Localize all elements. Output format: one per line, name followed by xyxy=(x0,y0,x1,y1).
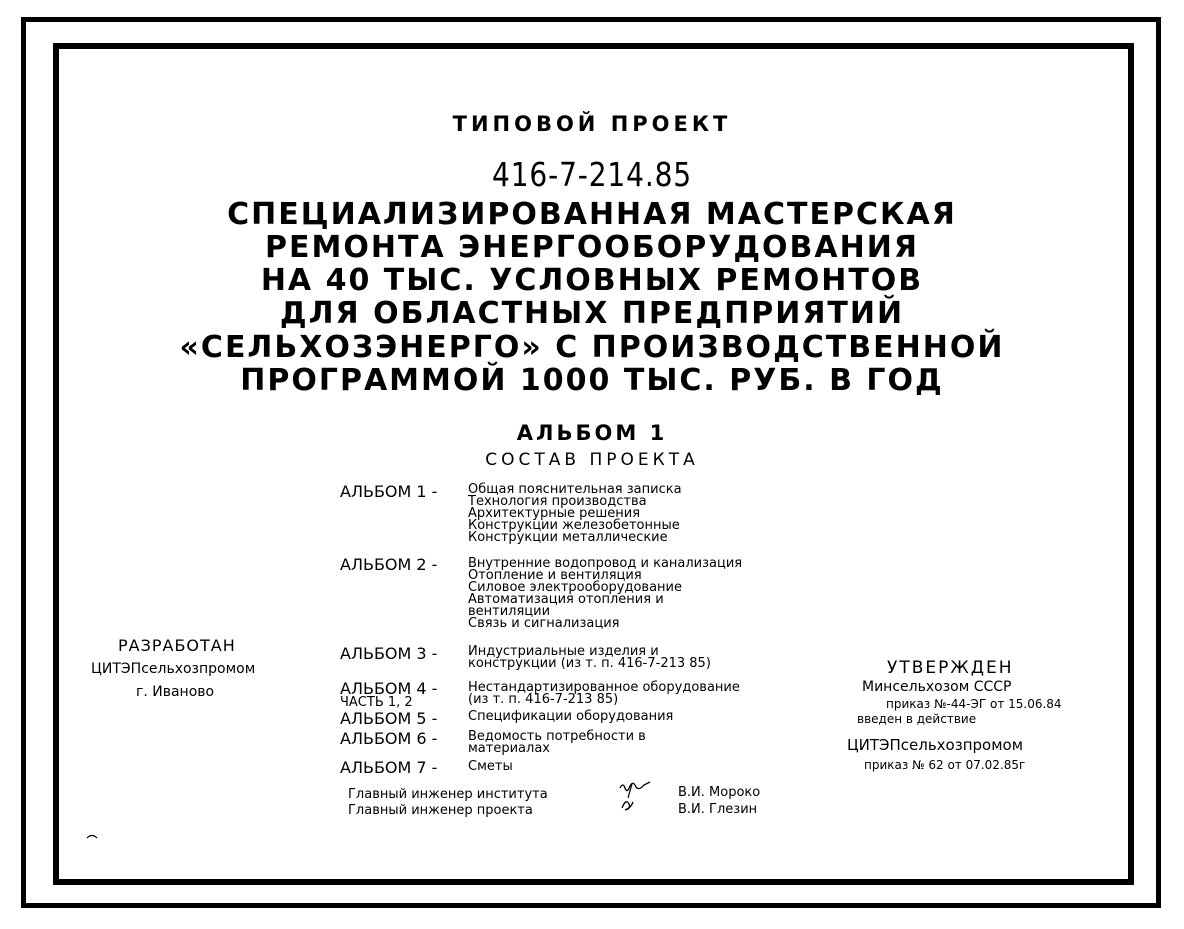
signature-name: В.И. Глезин xyxy=(678,802,758,817)
album-title: АЛЬБОМ 1 xyxy=(516,421,668,445)
album-item: Автоматизация отопления и xyxy=(468,592,664,607)
developed-city: г. Иваново xyxy=(136,684,215,700)
approved-line1: Минсельхозом СССР xyxy=(862,679,1012,695)
approved-line2: приказ №-44-ЭГ от 15.06.84 xyxy=(886,697,1062,711)
album-label: АЛЬБОМ 1 - xyxy=(340,482,438,501)
signature-role: Главный инженер института xyxy=(348,787,548,802)
approved-line3: введен в действие xyxy=(857,712,977,726)
title-line-3: НА 40 ТЫС. УСЛОВНЫХ РЕМОНТОВ xyxy=(260,263,924,298)
signature-role: Главный инженер проекта xyxy=(348,803,533,818)
title-line-4: ДЛЯ ОБЛАСТНЫХ ПРЕДПРИЯТИЙ xyxy=(279,296,905,331)
project-number: 416-7-214.85 xyxy=(492,155,692,194)
developed-label: РАЗРАБОТАН xyxy=(118,636,236,655)
album-label: АЛЬБОМ 6 - xyxy=(340,729,438,748)
album-item: Внутренние водопровод и канализация xyxy=(468,556,743,571)
album-sub-label: ЧАСТЬ 1, 2 xyxy=(340,695,413,710)
album-item: Силовое электрооборудование xyxy=(468,580,682,595)
title-line-2: РЕМОНТА ЭНЕРГООБОРУДОВАНИЯ xyxy=(265,230,919,265)
album-item: материалах xyxy=(468,741,550,756)
album-item: Отопление и вентиляция xyxy=(468,568,642,583)
approved-order: приказ № 62 от 07.02.85г xyxy=(864,758,1026,772)
album-item: Связь и сигнализация xyxy=(468,616,620,631)
album-item: Ведомость потребности в xyxy=(468,729,646,744)
album-item: Конструкции металлические xyxy=(468,530,668,545)
album-label: АЛЬБОМ 4 - xyxy=(340,679,438,698)
album-item: Нестандартизированное оборудование xyxy=(468,680,740,695)
album-item: Конструкции железобетонные xyxy=(468,518,680,533)
signature-name: В.И. Мороко xyxy=(678,785,761,800)
album-item: Технология производства xyxy=(468,494,647,509)
album-label: АЛЬБОМ 3 - xyxy=(340,644,438,663)
title-line-6: ПРОГРАММОЙ 1000 ТЫС. РУБ. В ГОД xyxy=(240,363,944,398)
album-item: (из т. п. 416-7-213 85) xyxy=(468,692,619,707)
developed-org: ЦИТЭПсельхозпромом xyxy=(91,661,256,677)
album-item: конструкции (из т. п. 416-7-213 85) xyxy=(468,656,711,671)
title-line-1: СПЕЦИАЛИЗИРОВАННАЯ МАСТЕРСКАЯ xyxy=(227,197,957,232)
album-item: вентиляции xyxy=(468,604,551,619)
mark xyxy=(86,832,98,840)
header: ТИПОВОЙ ПРОЕКТ xyxy=(452,112,732,136)
approved-org: ЦИТЭПсельхозпромом xyxy=(847,736,1024,754)
album-label: АЛЬБОМ 5 - xyxy=(340,709,438,728)
album-item: Спецификации оборудования xyxy=(468,709,674,724)
handwritten-signatures xyxy=(612,778,662,818)
composition-title: СОСТАВ ПРОЕКТА xyxy=(485,450,699,470)
approved-label: УТВЕРЖДЕН xyxy=(887,658,1014,678)
album-item: Сметы xyxy=(468,759,513,774)
album-label: АЛЬБОМ 2 - xyxy=(340,555,438,574)
album-item: Индустриальные изделия и xyxy=(468,644,659,659)
album-item: Архитектурные решения xyxy=(468,506,641,521)
album-label: АЛЬБОМ 7 - xyxy=(340,758,438,777)
album-item: Общая пояснительная записка xyxy=(468,482,682,497)
title-line-5: «СЕЛЬХОЗЭНЕРГО» С ПРОИЗВОДСТВЕННОЙ xyxy=(179,330,1005,365)
